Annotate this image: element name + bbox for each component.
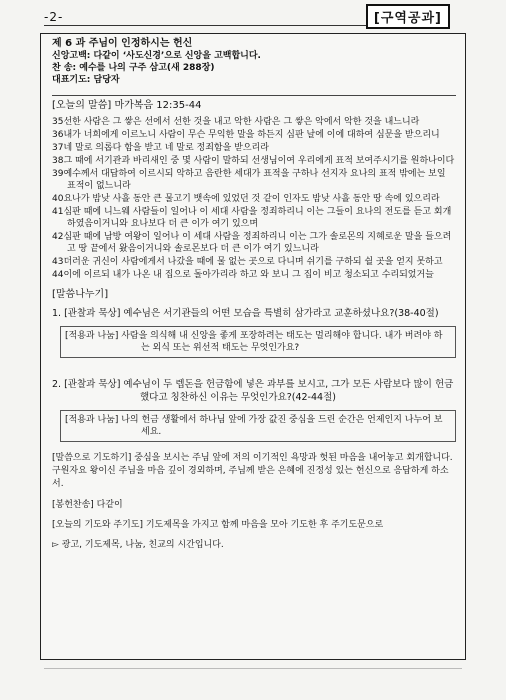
section-label: [구역공과] bbox=[366, 4, 450, 29]
prayer-section: [말씀으로 기도하기] 중심을 보시는 주님 앞에 저의 이기적인 욕망과 헛된 마음을 내어놓고 회개합니다. 구원자요 왕이신 주님을 마음 깊이 경외하며, 주님께 받은 은혜에 진정성 있는 헌신으로 응답하게 하소서. bbox=[52, 453, 453, 489]
announcement: ▻ 광고, 기도제목, 나눔, 친교의 시간입니다. bbox=[52, 540, 224, 550]
hymn-line: 찬 송: 예수를 나의 구주 삼고(새 288장) bbox=[52, 63, 215, 73]
verse-list bbox=[52, 116, 456, 281]
question-1: 1. [관찰과 묵상] 예수님은 서기관들의 어떤 모습을 특별히 삼가라고 교훈하셨나요?(38-40절) bbox=[52, 308, 439, 319]
verse: 35선한 사람은 그 쌓은 선에서 선한 것을 내고 악한 사람은 그 쌓은 악에서 악한 것을 내느니라 bbox=[52, 117, 420, 127]
verse: 39예수께서 대답하여 이르시되 악하고 음란한 세대가 표적을 구하나 선지자 요나의 표적 밖에는 보일 표적이 없느니라 bbox=[52, 169, 446, 191]
lesson-header bbox=[52, 38, 456, 86]
application-2: [적용과 나눔] 나의 헌금 생활에서 하나님 앞에 가장 값진 중심을 드린 순간은 언제인지 나누어 보세요. bbox=[60, 410, 456, 442]
today-prayer: [오늘의 기도와 주기도] 기도제목을 가지고 함께 마음을 모아 기도한 후 주기도문으로 bbox=[52, 520, 384, 530]
offering-hymn: [봉헌찬송] 다같이 bbox=[52, 500, 123, 510]
creed-line: 신앙고백: 다같이 ‘사도신경’으로 신앙을 고백합니다. bbox=[52, 51, 261, 61]
footer-rule bbox=[44, 668, 462, 669]
divider bbox=[52, 95, 456, 96]
verse: 42심판 때에 남방 여왕이 일어나 이 세대 사람을 정죄하리니 이는 그가 솔로몬의 지혜로운 말을 들으려고 땅 끝에서 왔음이거니와 솔로몬보다 더 큰 이가 여기 있느니라 bbox=[52, 232, 452, 254]
verse: 37네 말로 의롭다 함을 받고 네 말로 정죄함을 받으리라 bbox=[52, 143, 269, 153]
page-header bbox=[0, 0, 506, 30]
question-2: 2. [관찰과 묵상] 예수님이 두 렙돈을 헌금함에 넣은 과부를 보시고, 그가 모든 사람보다 많이 헌금했다고 칭찬하신 이유는 무엇인가요?(42-44절) bbox=[52, 379, 454, 403]
application-1: [적용과 나눔] 사람을 의식해 내 신앙을 좋게 포장하려는 태도는 멀리해야 합니다. 내가 버려야 하는 외식 또는 위선적 태도는 무엇인가요? bbox=[60, 326, 456, 358]
prayer-line: 대표기도: 담당자 bbox=[52, 75, 120, 85]
word-heading: [오늘의 말씀] 마가복음 12:35-44 bbox=[52, 100, 202, 111]
verse: 41심판 때에 니느웨 사람들이 일어나 이 세대 사람을 정죄하리니 이는 그들이 요나의 전도를 듣고 회개하였음이거니와 요나보다 더 큰 이가 여기 있으며 bbox=[52, 207, 452, 229]
verse: 43더러운 귀신이 사람에게서 나갔을 때에 물 없는 곳으로 다니며 쉬기를 구하되 쉴 곳을 얻지 못하고 bbox=[52, 257, 443, 267]
sharing-heading: [말씀나누기] bbox=[52, 289, 109, 300]
verse: 44이에 이르되 내가 나온 내 집으로 돌아가리라 하고 와 보니 그 집이 비고 청소되고 수리되었거늘 bbox=[52, 270, 434, 280]
page-number: -2- bbox=[44, 10, 64, 24]
verse: 40요나가 밤낮 사흘 동안 큰 물고기 뱃속에 있었던 것 같이 인자도 밤낮 사흘 동안 땅 속에 있으리라 bbox=[52, 194, 440, 204]
lesson-title: 제 6 과 주님이 인정하시는 헌신 bbox=[52, 38, 193, 49]
lesson-content bbox=[52, 38, 456, 551]
spacer bbox=[52, 358, 456, 372]
verse: 38그 때에 서기관과 바리새인 중 몇 사람이 말하되 선생님이여 우리에게 표적 보여주시기를 원하나이다 bbox=[52, 156, 455, 166]
verse: 36내가 너희에게 이르노니 사람이 무슨 무익한 말을 하든지 심판 날에 이에 대하여 심문을 받으리니 bbox=[52, 130, 440, 140]
